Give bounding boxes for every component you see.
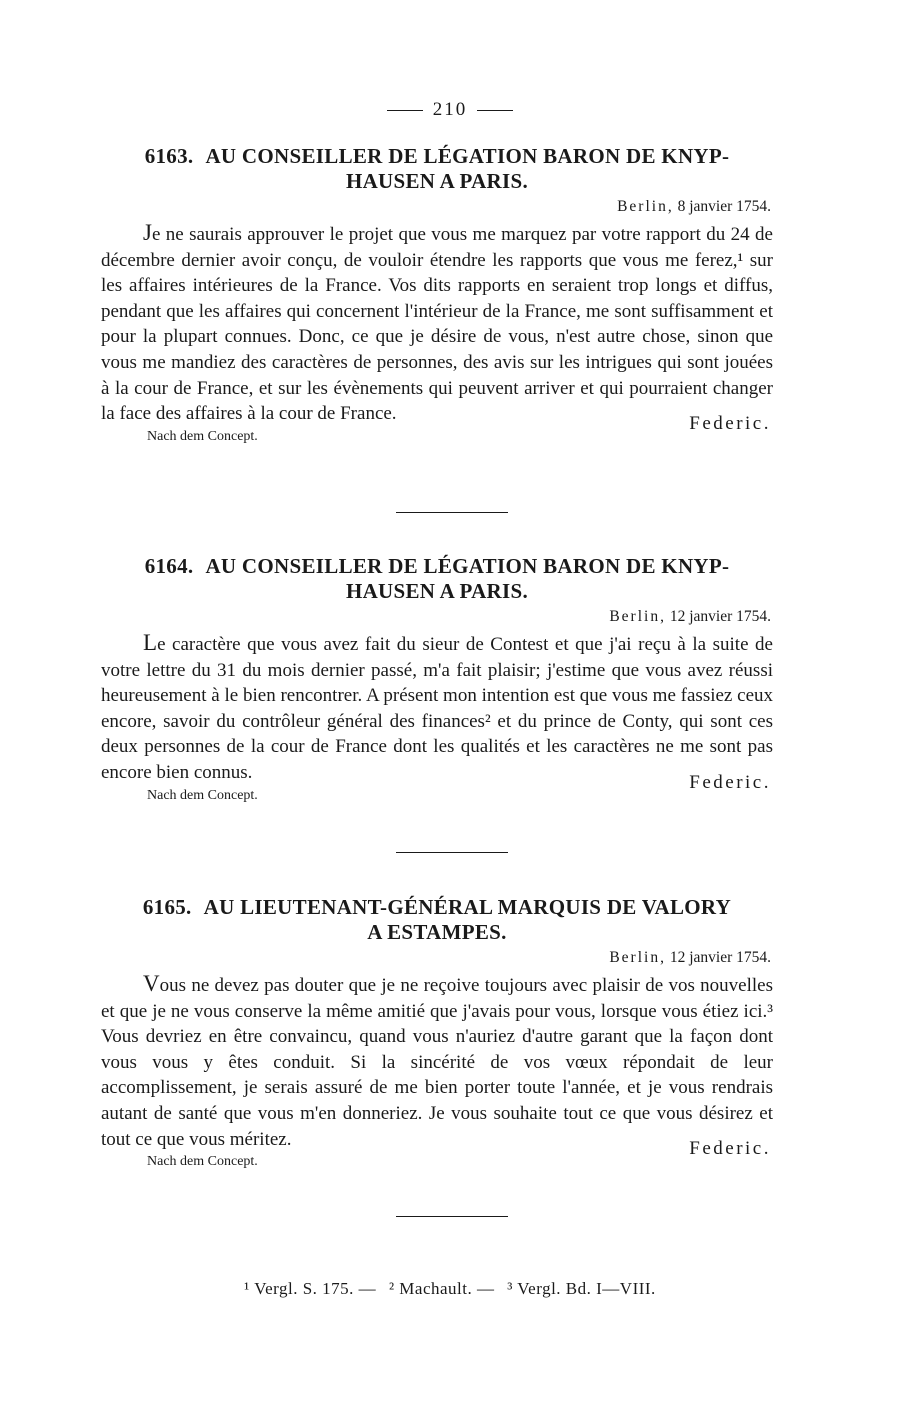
footnote-2: ² Machault. — [388,1279,495,1298]
footnote-3: ³ Vergl. Bd. I—VIII. [507,1279,656,1298]
dateline-place: Berlin, [617,198,674,215]
page-number-dash-right [477,110,513,111]
dateline [101,606,773,628]
letter-6163 [101,144,773,445]
letter-title [101,144,773,194]
footnote-1: ¹ Vergl. S. 175. — [244,1279,377,1298]
dateline [101,947,773,969]
letter-body [101,220,773,427]
initial-letter: J [143,220,152,245]
dateline [101,196,773,218]
letter-body [101,630,773,786]
dateline-place: Berlin, [609,608,666,625]
letter-6165 [101,895,773,1170]
letter-title [101,895,773,945]
footnotes [0,1279,900,1299]
signature: Federic. [689,1138,771,1160]
letter-number: 6163. [144,144,194,168]
dateline-date: 8 janvier 1754. [677,198,771,215]
letter-body-text: e caractère que vous avez fait du sieur de Contest et que j'ai reçu à la suite de votre lettre du 31 du mois dernier passé, m'a fait plaisir; j'estime que vous avez réussi heureusement à le bien rencontrer. A présent mon intention est que vous me fassiez ceux encore, savoir du contrôleur général des finances² et du prince de Conty, qui sont ces deux personnes de la cour de France dont les qualités et les caractères ne me sont pas encore bien connus. [101,634,773,783]
initial-letter: L [143,630,158,655]
letter-title-line1: AU CONSEILLER DE LÉGATION BARON DE KNYP- [205,144,730,168]
signature: Federic. [689,771,771,793]
signature: Federic. [689,412,771,434]
page-number [0,99,900,121]
letter-body [101,971,773,1152]
letter-title-line1: AU CONSEILLER DE LÉGATION BARON DE KNYP- [205,554,730,578]
letter-body-text: ous ne devez pas douter que je ne reçoive toujours avec plaisir de vos nouvelles et que je ne vous conserve la même amitié que j'avais pour vous, lorsque vous étiez ici.³ Vous devriez en être convaincu, quand vous n'auriez d'autre garant que la façon dont vous vous y êtes conduit. Si la sincérité de vos vœux répondait de leur accomplissement, je serais assuré de me bien porter toute l'année, et je vous rendrais autant de santé que vous m'en donneriez. Je vous souhaite tout ce que vous désirez et tout ce que vous méritez. [101,975,773,1150]
letter-number: 6165. [142,895,192,919]
letter-6164 [101,554,773,804]
page-number-text: 210 [432,99,468,120]
letter-title-line2: HAUSEN A PARIS. [345,579,529,603]
dateline-date: 12 janvier 1754. [669,949,771,966]
initial-letter: V [143,971,160,996]
letter-title-line2: HAUSEN A PARIS. [345,169,529,193]
dateline-place: Berlin, [609,949,666,966]
letter-title [101,554,773,604]
letter-title-line1: AU LIEUTENANT-GÉNÉRAL MARQUIS DE VALORY [203,895,732,919]
letter-body-text: e ne saurais approuver le projet que vous me marquez par votre rapport du 24 de décembre dernier avoir conçu, de vouloir étendre les rapports que vous me ferez,¹ sur les affaires intérieures de la France. Vos dits rapports en seraient trop longs et diffus, pendant que les affaires qui concernent l'intérieur de la France, me sont suffisamment et pour la plupart connues. Donc, ce que je désire de vous, n'est autre chose, sinon que vous me mandiez des caractères de personnes, des avis sur les intrigues qui sont jouées à la cour de France, et sur les évènements qui peuvent arriver et qui pourraient changer la face des affaires à la cour de France. [101,224,773,425]
source-note: Nach dem Concept. [147,787,258,803]
source-note: Nach dem Concept. [147,1154,258,1170]
section-divider [396,852,508,853]
page-number-dash-left [387,110,423,111]
letter-title-line2: A ESTAMPES. [367,920,507,944]
section-divider [396,512,508,513]
source-note: Nach dem Concept. [147,428,258,444]
section-divider [396,1216,508,1217]
letter-number: 6164. [144,554,194,578]
dateline-date: 12 janvier 1754. [669,608,771,625]
